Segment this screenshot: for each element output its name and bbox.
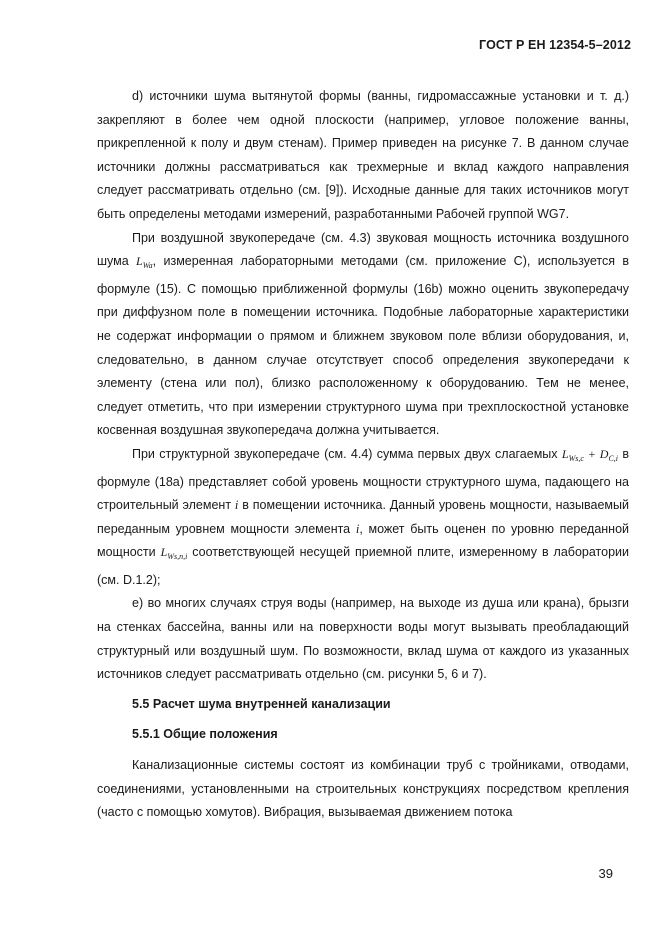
formula-symbol: L [136, 254, 143, 269]
paragraph-e: е) во многих случаях струя воды (например, на выходе из душа или крана), брызги на стенках бассейна, ванны или на поверхности воды могут вызывать преобладающий структурный или воздушный шум. По возможности, вклад шума от каждого из указанных источников следует рассматривать отдельно (см. рисунки 5, 6 и 7). [97, 596, 629, 682]
formula-symbol: L [561, 446, 569, 461]
document-header: ГОСТ Р ЕН 12354-5–2012 [479, 38, 631, 52]
paragraph-sewage: Канализационные системы состоят из комбинации труб с тройниками, отводами, соединениями, установленными на строительных конструкциях посредством крепления (часто с помощью хомутов). Вибрация, вызываемая движением потока [97, 758, 629, 820]
italic-variable: i [234, 498, 239, 513]
text-segment: соответствующей несущей приемной плите, измеренному в лаборатории (см. D.1.2); [97, 545, 629, 587]
formula-lwsni [160, 545, 188, 562]
text-segment: , может быть оценен по уровню переданной мощности [97, 521, 630, 560]
formula-sum [562, 447, 618, 461]
page-body [97, 85, 629, 825]
paragraph-d: d) источники шума вытянутой формы (ванны, гидромассажные установки и т. д.) закрепляют в более чем одной плоскости (например, угловое положение ванны, прикрепленной к полу и двум стенам). Пример приведен на рисунке 7. В данном случае источники должны рассматриваться как трехмерные и вклад каждого направления следует рассматривать отдельно (см. [9]). Исходные данные для таких источников могут быть определены методами измерений, разработанными Рабочей группой WG7. [97, 89, 629, 221]
formula-symbol: D [599, 446, 609, 461]
subsection-heading: 5.5.1 Общие положения [132, 727, 278, 742]
formula-operator: + [583, 446, 600, 461]
formula-subscript: Ws,n,i [167, 552, 188, 562]
text-segment: При структурной звукопередаче (см. 4.4) сумма первых двух слагаемых [132, 446, 562, 461]
text-segment: При воздушной звукопередаче (см. 4.3) звуковая мощность источника воздушного шума [97, 230, 629, 269]
italic-variable: i [355, 521, 360, 536]
paragraph-structure-borne [97, 443, 629, 593]
formula-lwa [136, 254, 153, 271]
text-segment: в помещении источника. Данный уровень мощности, называемый переданным уровнем мощности элемента [97, 498, 629, 536]
text-segment: в формуле (18а) представляет собой уровень мощности структурного шума, падающего на строительный элемент [97, 446, 629, 513]
formula-symbol: L [160, 545, 168, 560]
page-number: 39 [598, 866, 613, 881]
formula-subscript: Wa [142, 261, 153, 271]
formula-subscript: C,i [608, 453, 618, 463]
text-segment: , измеренная лабораторными методами (см. приложение С), используется в формуле (15). С помощью приближенной формулы (16b) можно оценить звукопередачу при диффузном поле в помещении источника. Подобные лабораторные характеристики не содержат информации о прямом и ближнем звуковом поле вблизи оборудования, и, следовательно, в данном случае отсутствует способ определения звукопередачи к элементу (стена или пол), близко расположенному к оборудованию. Тем не менее, следует отметить, что при измерении структурного шума при трехплоскостной установке косвенная воздушная звукопередача должна учитывается. [97, 254, 630, 438]
section-heading: 5.5 Расчет шума внутренней канализации [132, 696, 391, 711]
formula-subscript: Ws,c [568, 453, 584, 463]
paragraph-airborne [97, 227, 629, 443]
